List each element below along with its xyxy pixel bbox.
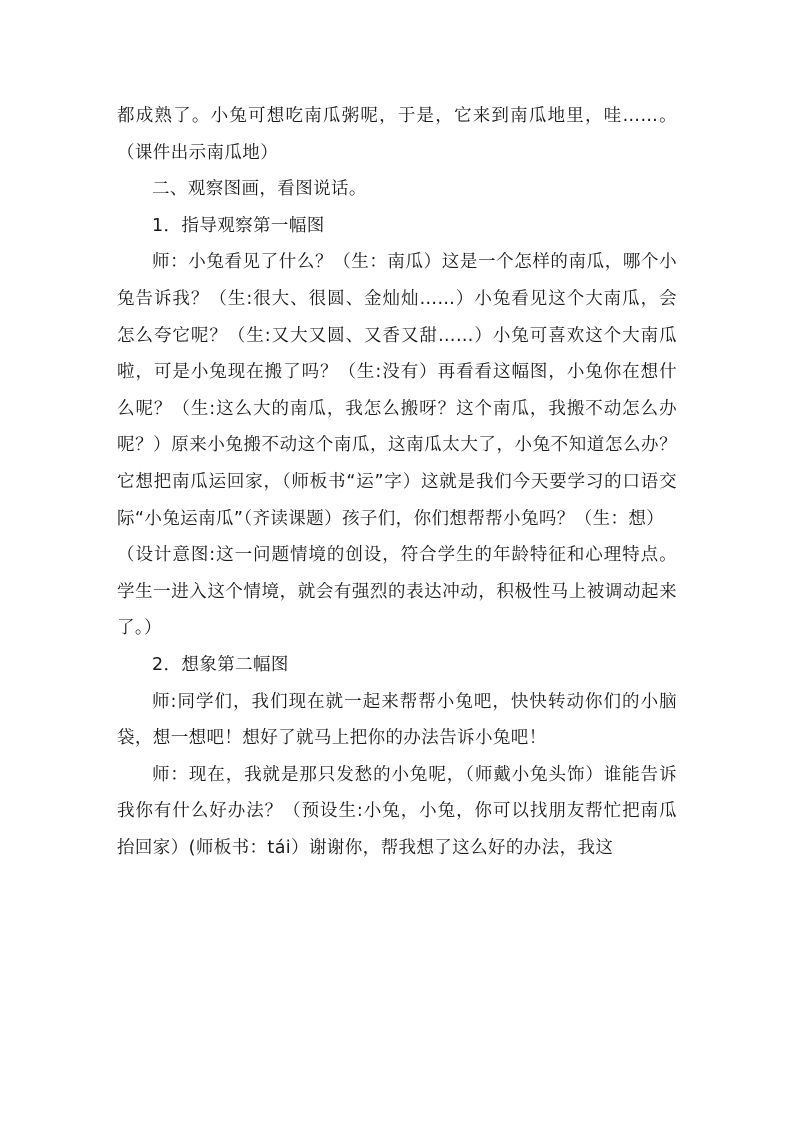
document-body	[117, 98, 677, 866]
subheading-first-picture: 1．指导观察第一幅图	[152, 215, 325, 236]
paragraph-continuation: 都成熟了。小兔可想吃南瓜粥呢，于是，它来到南瓜地里，哇……。（课件出示南瓜地）	[117, 106, 677, 163]
subheading-second-picture: 2．想象第二幅图	[152, 654, 289, 675]
section-heading-observe: 二、观察图画，看图说话。	[152, 179, 367, 200]
paragraph-teacher-dialogue-1: 师：小兔看见了什么？（生：南瓜）这是一个怎样的南瓜，哪个小兔告诉我？（生:很大、很圆、金灿灿……）小兔看见这个大南瓜，会怎么夸它呢？（生:又大又圆、又香又甜……）小兔可喜欢这个大南瓜啦，可是小兔现在搬了吗？（生:没有）再看看这幅图，小兔你在想什么呢？（生:这么大的南瓜，我怎么搬呀？这个南瓜，我搬不动怎么办呢？）原来小兔搬不动这个南瓜，这南瓜太大了，小兔不知道怎么办？它想把南瓜运回家，（师板书“运”字）这就是我们今天要学习的口语交际“小兔运南瓜”（齐读课题）孩子们，你们想帮帮小兔吗？（生：想）	[117, 252, 677, 529]
paragraph-teacher-dialogue-3: 师：现在，我就是那只发愁的小兔呢，（师戴小兔头饰）谁能告诉我你有什么好办法？（预设生:小兔，小兔，你可以找朋友帮忙把南瓜抬回家）(师板书：tái）谢谢你，帮我想了这么好的办法，我这	[117, 764, 677, 858]
paragraph-teacher-dialogue-2: 师:同学们，我们现在就一起来帮帮小兔吧，快快转动你们的小脑袋，想一想吧！想好了就马上把你的办法告诉小兔吧！	[117, 691, 677, 749]
paragraph-design-intent: （设计意图:这一问题情境的创设，符合学生的年龄特征和心理特点。学生一进入这个情境，就会有强烈的表达冲动，积极性马上被调动起来了。）	[117, 545, 677, 639]
